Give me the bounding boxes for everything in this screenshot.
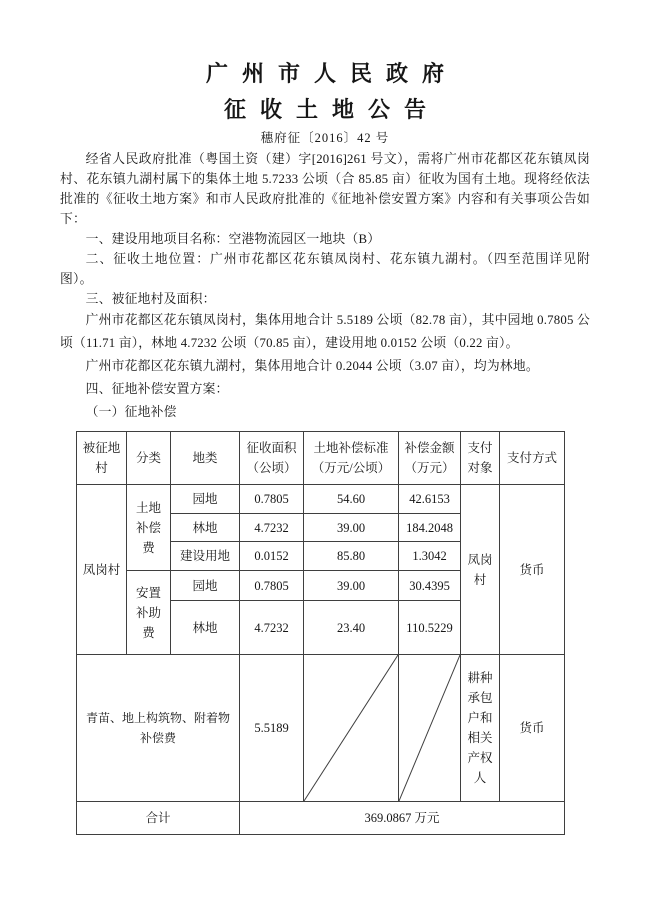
cell-land-type: 建设用地 (171, 542, 240, 571)
header-pay-method: 支付方式 (500, 432, 565, 485)
cell-standard: 54.60 (304, 485, 399, 514)
header-village: 被征地村 (77, 432, 127, 485)
cell-resettle-label: 安置补助费 (127, 571, 171, 655)
list-item-4: 四、征地补偿安置方案： (85, 382, 229, 396)
cell-area: 4.7232 (240, 601, 304, 655)
cell-area: 5.5189 (240, 655, 304, 802)
cell-qingmiao-label: 青苗、地上构筑物、附着物补偿费 (77, 655, 240, 802)
header-amount: 补偿金额（万元） (399, 432, 461, 485)
cell-standard: 85.80 (304, 542, 399, 571)
diagonal-slash-icon (399, 655, 460, 801)
gov-org-title: 广州市人民政府 (205, 61, 458, 86)
paragraph-jiuhu: 广州市花都区花东镇九湖村，集体用地合计 0.2044 公顷（3.07 亩），均为林地。 (85, 359, 539, 373)
paragraph-intro: 经省人民政府批准（粤国土资（建）字[2016]261 号文），需将广州市花都区花东镇凤岗村、花东镇九湖村属下的集体土地 5.7233 公顷（合 85.85 亩）征收为国有土地。现将经依法批准的《征收土地方案》和市人民政府批准的《征地补偿安置方案》内容和有关事项公告如下： (60, 152, 590, 226)
cell-amount: 42.6153 (399, 485, 461, 514)
paragraph-fenggang: 广州市花都区花东镇凤岗村，集体用地合计 5.5189 公顷（82.78 亩），其中园地 0.7805 公顷（11.71 亩），林地 4.7232 公顷（70.85 亩），建设用地 0.0152 公顷（0.22 亩）。 (60, 313, 590, 350)
cell-standard-na (304, 655, 399, 802)
header-category: 分类 (127, 432, 171, 485)
cell-pay-method: 货币 (500, 655, 565, 802)
cell-land-type: 园地 (171, 571, 240, 601)
cell-total-label: 合计 (77, 802, 240, 835)
cell-amount: 1.3042 (399, 542, 461, 571)
cell-area: 4.7232 (240, 514, 304, 542)
cell-total-value: 369.0867 万元 (240, 802, 565, 835)
cell-land-type: 园地 (171, 485, 240, 514)
cell-payee: 凤岗村 (461, 485, 500, 655)
table-header-row (77, 432, 565, 485)
cell-standard: 39.00 (304, 571, 399, 601)
cell-land-comp-label: 土地补偿费 (127, 485, 171, 571)
cell-amount: 30.4395 (399, 571, 461, 601)
cell-standard: 39.00 (304, 514, 399, 542)
cell-area: 0.0152 (240, 542, 304, 571)
doc-number: 穗府征〔2016〕42 号 (260, 131, 390, 145)
cell-area: 0.7805 (240, 485, 304, 514)
header-land-type: 地类 (171, 432, 240, 485)
cell-amount: 110.5229 (399, 601, 461, 655)
cell-area: 0.7805 (240, 571, 304, 601)
list-item-1: 一、建设用地项目名称：空港物流园区一地块（B） (85, 232, 381, 246)
cell-amount-na (399, 655, 461, 802)
cell-village: 凤岗村 (77, 485, 127, 655)
table-row-qingmiao (77, 655, 565, 802)
sub-item-1: （一）征地补偿 (85, 405, 177, 419)
table-row-total (77, 802, 565, 835)
cell-pay-method: 货币 (500, 485, 565, 655)
compensation-table (76, 431, 565, 835)
cell-land-type: 林地 (171, 601, 240, 655)
list-item-3: 三、被征地村及面积： (85, 292, 216, 306)
header-payee: 支付对象 (461, 432, 500, 485)
header-standard: 土地补偿标准（万元/公顷） (304, 432, 399, 485)
cell-standard: 23.40 (304, 601, 399, 655)
diagonal-slash-icon (304, 655, 398, 801)
header-area: 征收面积（公顷） (240, 432, 304, 485)
cell-land-type: 林地 (171, 514, 240, 542)
cell-payee: 耕种承包户和相关产权人 (461, 655, 500, 802)
list-item-2: 二、征收土地位置：广州市花都区花东镇凤岗村、花东镇九湖村。（四至范围详见附图）。 (60, 252, 590, 286)
table-row (77, 485, 565, 514)
body-text (60, 149, 590, 835)
cell-amount: 184.2048 (399, 514, 461, 542)
notice-title: 征收土地公告 (223, 97, 440, 122)
